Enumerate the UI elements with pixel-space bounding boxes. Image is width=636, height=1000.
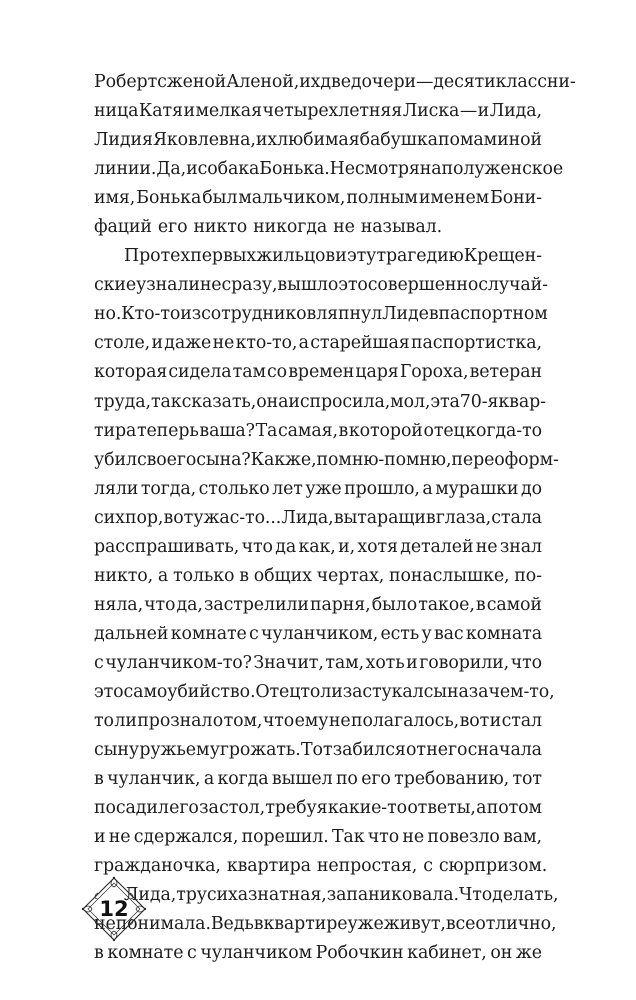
text-line: никто, а только в общих чертах, понаслышке, по- bbox=[94, 565, 542, 586]
text-line: столе, и даже не кто-то, а старейшая паспортистка, bbox=[94, 333, 542, 354]
text-line: и не сдержался, порешил. Так что не повезло вам, bbox=[94, 827, 542, 848]
text-line: сих пор, вот ужас-то... Лида, вытаращив глаза, стала bbox=[94, 507, 542, 528]
text-line: Лидия Яковлевна, их любимая бабушка по маминой bbox=[94, 130, 542, 151]
text-line: труда, так сказать, она и спросила, мол, эта 70-я квар- bbox=[94, 391, 546, 412]
text-line: ница Катя и мелкая четырехлетняя Лиска — и Лида, bbox=[94, 101, 542, 122]
text-line: ские узнали не сразу, вышло это совершенно случай- bbox=[94, 275, 548, 296]
text-line: но. Кто-то из сотрудников ляпнул Лиде в паспортном bbox=[94, 304, 548, 325]
text-line: убил своего сына? Как же, помню-помню, переоформ- bbox=[94, 449, 559, 470]
text-line: расспрашивать, что да как, и, хотя деталей не знал bbox=[94, 536, 542, 557]
text-line: Лида, трусиха знатная, запаниковала. Что делать, bbox=[124, 885, 559, 906]
text-line: линии. Да, и собака Бонька. Несмотря на полуженское bbox=[94, 159, 564, 180]
text-line: посадил его за стол, требуя какие-то ответы, а потом bbox=[94, 798, 542, 819]
text-line: фаций его никто никогда не называл. bbox=[94, 217, 443, 238]
text-line: в комнате с чуланчиком Робочкин кабинет, он же bbox=[94, 943, 542, 964]
text-line: дальней комнате с чуланчиком, есть у вас комната bbox=[94, 623, 542, 644]
text-line: ляли тогда, столько лет уже прошло, а мурашки до bbox=[94, 478, 542, 499]
text-line: Про тех первых жильцов и эту трагедию Крещен- bbox=[124, 246, 542, 267]
text-line: тира теперь ваша? Та самая, в которой отец когда-то bbox=[94, 420, 542, 441]
text-line: гражданочка, квартира непростая, с сюрпризом. bbox=[94, 856, 548, 877]
page-number-badge bbox=[80, 875, 148, 943]
text-line: в чуланчик, а когда вышел по его требованию, тот bbox=[94, 769, 542, 790]
text-line: с чуланчиком-то? Значит, там, хоть и говорили, что bbox=[94, 652, 542, 673]
text-line: не понимала. Ведь в квартире уже живут, все отлично, bbox=[94, 914, 557, 935]
text-line: няла, что да, застрелили парня, было такое, в самой bbox=[94, 594, 542, 615]
text-line: то ли прознал о том, что ему не полагалось, вот и стал bbox=[94, 711, 542, 732]
text-line: Роберт с женой Аленой, их две дочери — десятиклассни- bbox=[94, 72, 576, 92]
text-line: сыну ружьем угрожать. Тот забился от него сначала bbox=[94, 740, 542, 761]
text-line: имя, Бонька был мальчиком, полным именем Бони- bbox=[94, 188, 542, 209]
page-number: 12 bbox=[99, 897, 129, 921]
text-line: которая сидела там со времен царя Гороха, ветеран bbox=[94, 362, 542, 383]
text-line: это самоубийство. Отец то ли застукал сына за чем-то, bbox=[94, 681, 555, 702]
body-text bbox=[94, 68, 576, 968]
